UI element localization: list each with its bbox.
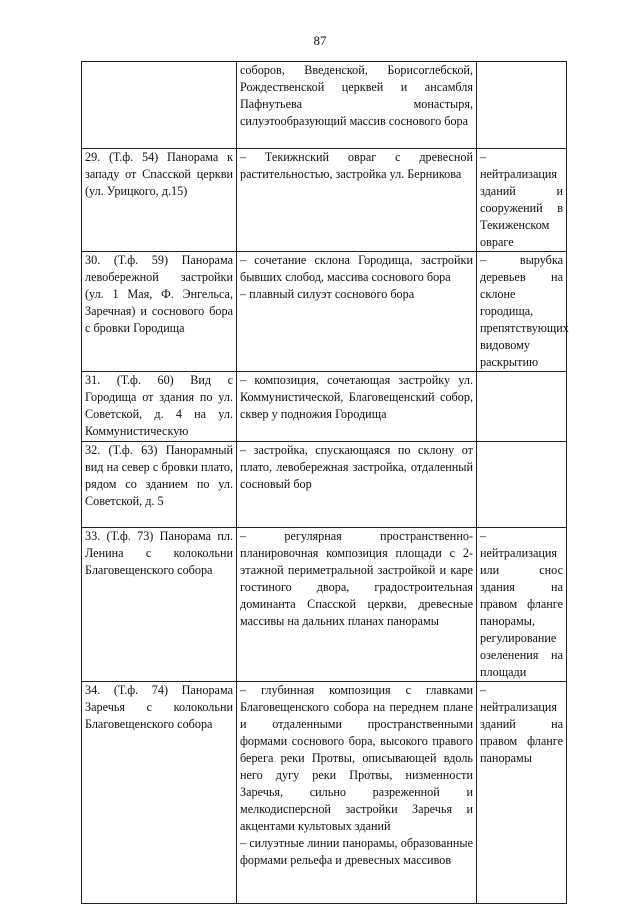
value-cell bbox=[237, 528, 477, 682]
value-paragraph: – глубинная композиция с главками Благовещенского собора на переднем плане и отдаленными пространственными формами соснового бора, высокого правого берега реки Протвы, описывающей вдоль него дугу реки Протвы, низменности Заречья, сильно разреженной и мелкодисперсной застройки Заречья и акцентами культовых зданий bbox=[240, 683, 473, 833]
viewpoint-cell: 29. (Т.ф. 54) Панорама к западу от Спасской церкви (ул. Урицкого, д.15) bbox=[82, 149, 237, 252]
value-cell bbox=[237, 62, 477, 149]
viewpoint-cell: 33. (Т.ф. 73) Панорама пл. Ленина с колокольни Благовещенского собора bbox=[82, 528, 237, 682]
viewpoint-cell: 34. (Т.ф. 74) Панорама Заречья с колокольни Благовещенского собора bbox=[82, 682, 237, 904]
table-row bbox=[82, 252, 567, 372]
measures-cell bbox=[477, 442, 567, 528]
value-paragraph: – сочетание склона Городища, застройки бывших слобод, массива соснового бора bbox=[240, 253, 473, 284]
value-paragraph: – композиция, сочетающая застройку ул. Коммунистической, Благовещенский собор, сквер у подножия Городища bbox=[240, 373, 473, 421]
viewpoint-cell: 30. (Т.ф. 59) Панорама левобережной застройки (ул. 1 Мая, Ф. Энгельса, Заречная) и соснового бора с бровки Городища bbox=[82, 252, 237, 372]
table-row bbox=[82, 528, 567, 682]
table-row bbox=[82, 442, 567, 528]
value-paragraph: – регулярная пространственно-планировочная композиция площади с 2-этажной периметральной застройкой и каре гостиного двора, градостроительная доминанта Спасской церкви, древесные массивы на дальних планах панорамы bbox=[240, 529, 473, 628]
value-paragraph: – застройка, спускающаяся по склону от плато, левобережная застройка, отдаленный сосновый бор bbox=[240, 443, 473, 491]
measures-cell: – нейтрализация или снос здания на правом фланге панорамы, регулирование озеленения на площади bbox=[477, 528, 567, 682]
viewpoint-cell: 32. (Т.ф. 63) Панорамный вид на север с бровки плато, рядом со зданием по ул. Советской, д. 5 bbox=[82, 442, 237, 528]
viewpoint-cell bbox=[82, 62, 237, 149]
value-paragraph: соборов, Введенской, Борисоглебской, Рождественской церквей и ансамбля Пафнутьева монастыря, силуэтообразующий массив соснового бора bbox=[240, 63, 473, 128]
measures-cell: – нейтрализация зданий и сооружений в Текиженском овраге bbox=[477, 149, 567, 252]
measures-cell bbox=[477, 372, 567, 442]
table-row bbox=[82, 372, 567, 442]
value-cell bbox=[237, 252, 477, 372]
value-cell bbox=[237, 682, 477, 904]
value-paragraph: – плавный силуэт соснового бора bbox=[240, 287, 415, 301]
value-cell bbox=[237, 442, 477, 528]
measures-cell bbox=[477, 62, 567, 149]
measures-cell: – вырубка деревьев на склоне городища, препятствующих видовому раскрытию bbox=[477, 252, 567, 372]
value-paragraph: – силуэтные линии панорамы, образованные формами рельефа и древесных массивов bbox=[240, 836, 473, 867]
viewpoint-cell: 31. (Т.ф. 60) Вид с Городища от здания по ул. Советской, д. 4 на ул. Коммунистическую bbox=[82, 372, 237, 442]
table-row bbox=[82, 149, 567, 252]
regulations-table bbox=[81, 61, 567, 904]
value-paragraph: – Текижнский овраг с древесной растительностью, застройка ул. Берникова bbox=[240, 150, 473, 181]
value-cell bbox=[237, 372, 477, 442]
value-cell bbox=[237, 149, 477, 252]
measures-cell: – нейтрализация зданий на правом фланге панорамы bbox=[477, 682, 567, 904]
table-row bbox=[82, 682, 567, 904]
page-number: 87 bbox=[313, 33, 327, 48]
table-row bbox=[82, 62, 567, 149]
